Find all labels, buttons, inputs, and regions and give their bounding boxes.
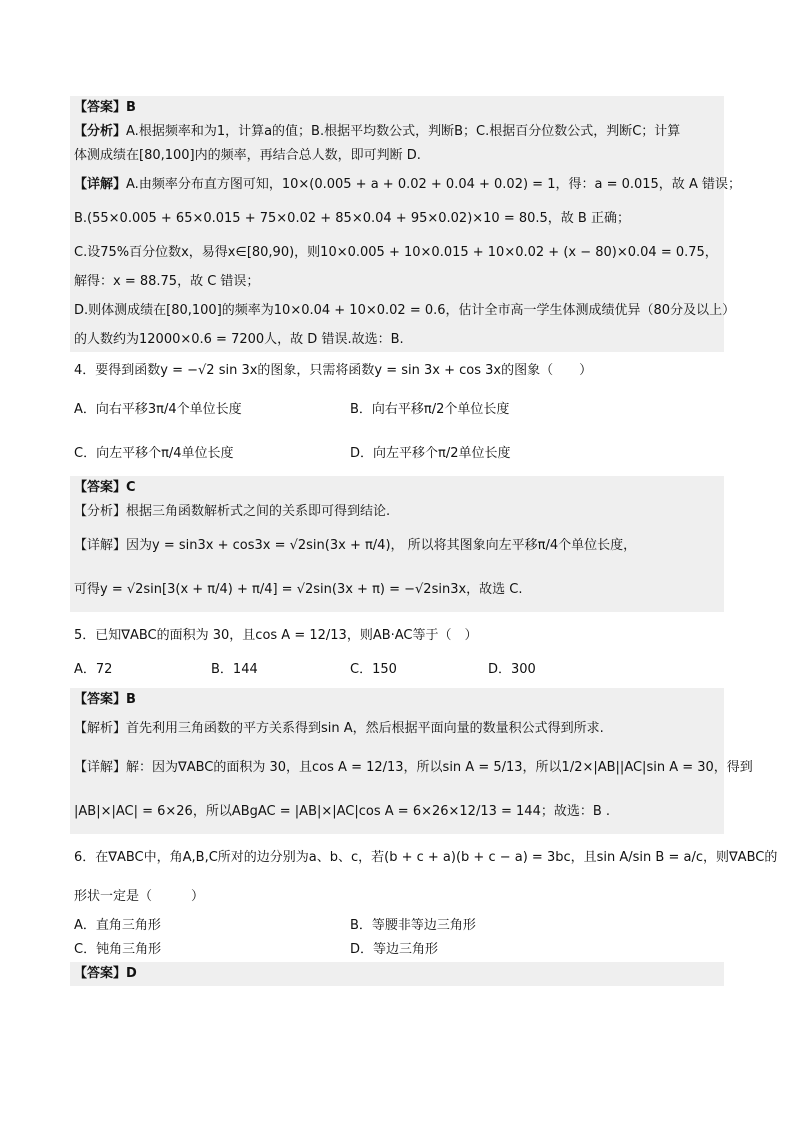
answer-block-q5 — [70, 688, 753, 834]
option-c: C．向左平移个π/4单位长度 — [74, 446, 234, 461]
detail-line-1: 【详解】解：因为∇ABC的面积为 30，且cos A = 12/13，所以sin A = 5/13，所以1/2×|AB||AC|sin A = 30，得到 — [74, 760, 753, 775]
answer-block-q6 — [70, 962, 724, 986]
answer-label: 【答案】D — [74, 966, 137, 981]
option-a: A．直角三角形 — [74, 918, 161, 933]
question-6-options-row-2 — [70, 938, 724, 962]
detail-line-1 — [70, 168, 741, 202]
analysis-line-2: 体测成绩在[80,100]内的频率，再结合总人数，即可判断 D. — [74, 148, 421, 163]
analysis-line — [70, 120, 724, 144]
detail-line-1: 【详解】因为y = sin3x + cos3x = √2sin(3x + π/4)， 所以将其图象向左平移π/4个单位长度， — [74, 538, 637, 553]
detail-text: A.由频率分布直方图可知，10×(0.005 + a + 0.02 + 0.04 + 0.02) = 1，得：a = 0.015，故 A 错误； — [126, 177, 741, 192]
question-5-stem: 5．已知∇ABC的面积为 30，且cos A = 12/13，则AB·AC等于（ ） — [74, 628, 478, 643]
option-c: C．150 — [350, 662, 397, 677]
option-d: D．向左平移个π/2单位长度 — [350, 446, 511, 461]
option-a: A．向右平移3π/4个单位长度 — [74, 402, 242, 417]
answer-block-q3 — [70, 96, 741, 352]
answer-label: 【答案】B — [74, 100, 136, 115]
option-d: D．300 — [488, 662, 536, 677]
detail-line-2: B.(55×0.005 + 65×0.015 + 75×0.02 + 85×0.04 + 95×0.02)×10 = 80.5，故 B 正确； — [74, 211, 630, 226]
detail-line-5: D.则体测成绩在[80,100]的频率为10×0.04 + 10×0.02 = 0.6，估计全市高一学生体测成绩优异（80分及以上） — [74, 303, 736, 318]
option-b: B．向右平移π/2个单位长度 — [350, 402, 510, 417]
question-5-options — [70, 658, 724, 682]
answer-label: 【答案】C — [74, 480, 136, 495]
question-4-stem: 4．要得到函数y = −√2 sin 3x的图象，只需将函数y = sin 3x + cos 3x的图象（ ） — [74, 363, 593, 378]
option-b: B．等腰非等边三角形 — [350, 918, 476, 933]
detail-line-2: |AB|×|AC| = 6×26，所以ABgAC = |AB|×|AC|cos A = 6×26×12/13 = 144；故选：B . — [74, 804, 611, 819]
question-6-stem: 6．在∇ABC中，角A,B,C所对的边分别为a、b、c，若(b + c + a)(b + c − a) = 3bc，且sin A/sin B = a/c，则∇ABC的 — [74, 850, 778, 865]
detail-tag: 【详解】 — [74, 177, 127, 192]
document-page — [70, 96, 778, 986]
question-6-stem-2: 形状一定是（ ） — [74, 889, 205, 904]
answer-label: 【答案】B — [74, 692, 136, 707]
answer-block-q4 — [70, 476, 724, 612]
detail-line-4: 解得：x = 88.75，故 C 错误； — [74, 274, 260, 289]
analysis-tag: 【分析】 — [74, 124, 127, 139]
analysis-text: A.根据频率和为1，计算a的值；B.根据平均数公式，判断B；C.根据百分位数公式，判断C；计算 — [126, 124, 681, 139]
question-6-options-row-1 — [70, 914, 724, 938]
detail-line-3: C.设75%百分位数x，易得x∈[80,90)，则10×0.005 + 10×0.015 + 10×0.02 + (x − 80)×0.04 = 0.75， — [74, 245, 718, 260]
question-4-options-row-2 — [70, 432, 724, 476]
question-4-options-row-1 — [70, 388, 724, 432]
analysis-line: 【解析】首先利用三角函数的平方关系得到sin A，然后根据平面向量的数量积公式得到所求. — [74, 721, 604, 736]
option-a: A．72 — [74, 662, 113, 677]
option-c: C．钝角三角形 — [74, 942, 162, 957]
option-b: B．144 — [211, 662, 258, 677]
detail-line-2: 可得y = √2sin[3(x + π/4) + π/4] = √2sin(3x + π) = −√2sin3x，故选 C. — [74, 582, 523, 597]
detail-line-6: 的人数约为12000×0.6 = 7200人，故 D 错误.故选：B. — [74, 332, 404, 347]
analysis-line: 【分析】根据三角函数解析式之间的关系即可得到结论. — [74, 504, 391, 519]
option-d: D．等边三角形 — [350, 942, 439, 957]
